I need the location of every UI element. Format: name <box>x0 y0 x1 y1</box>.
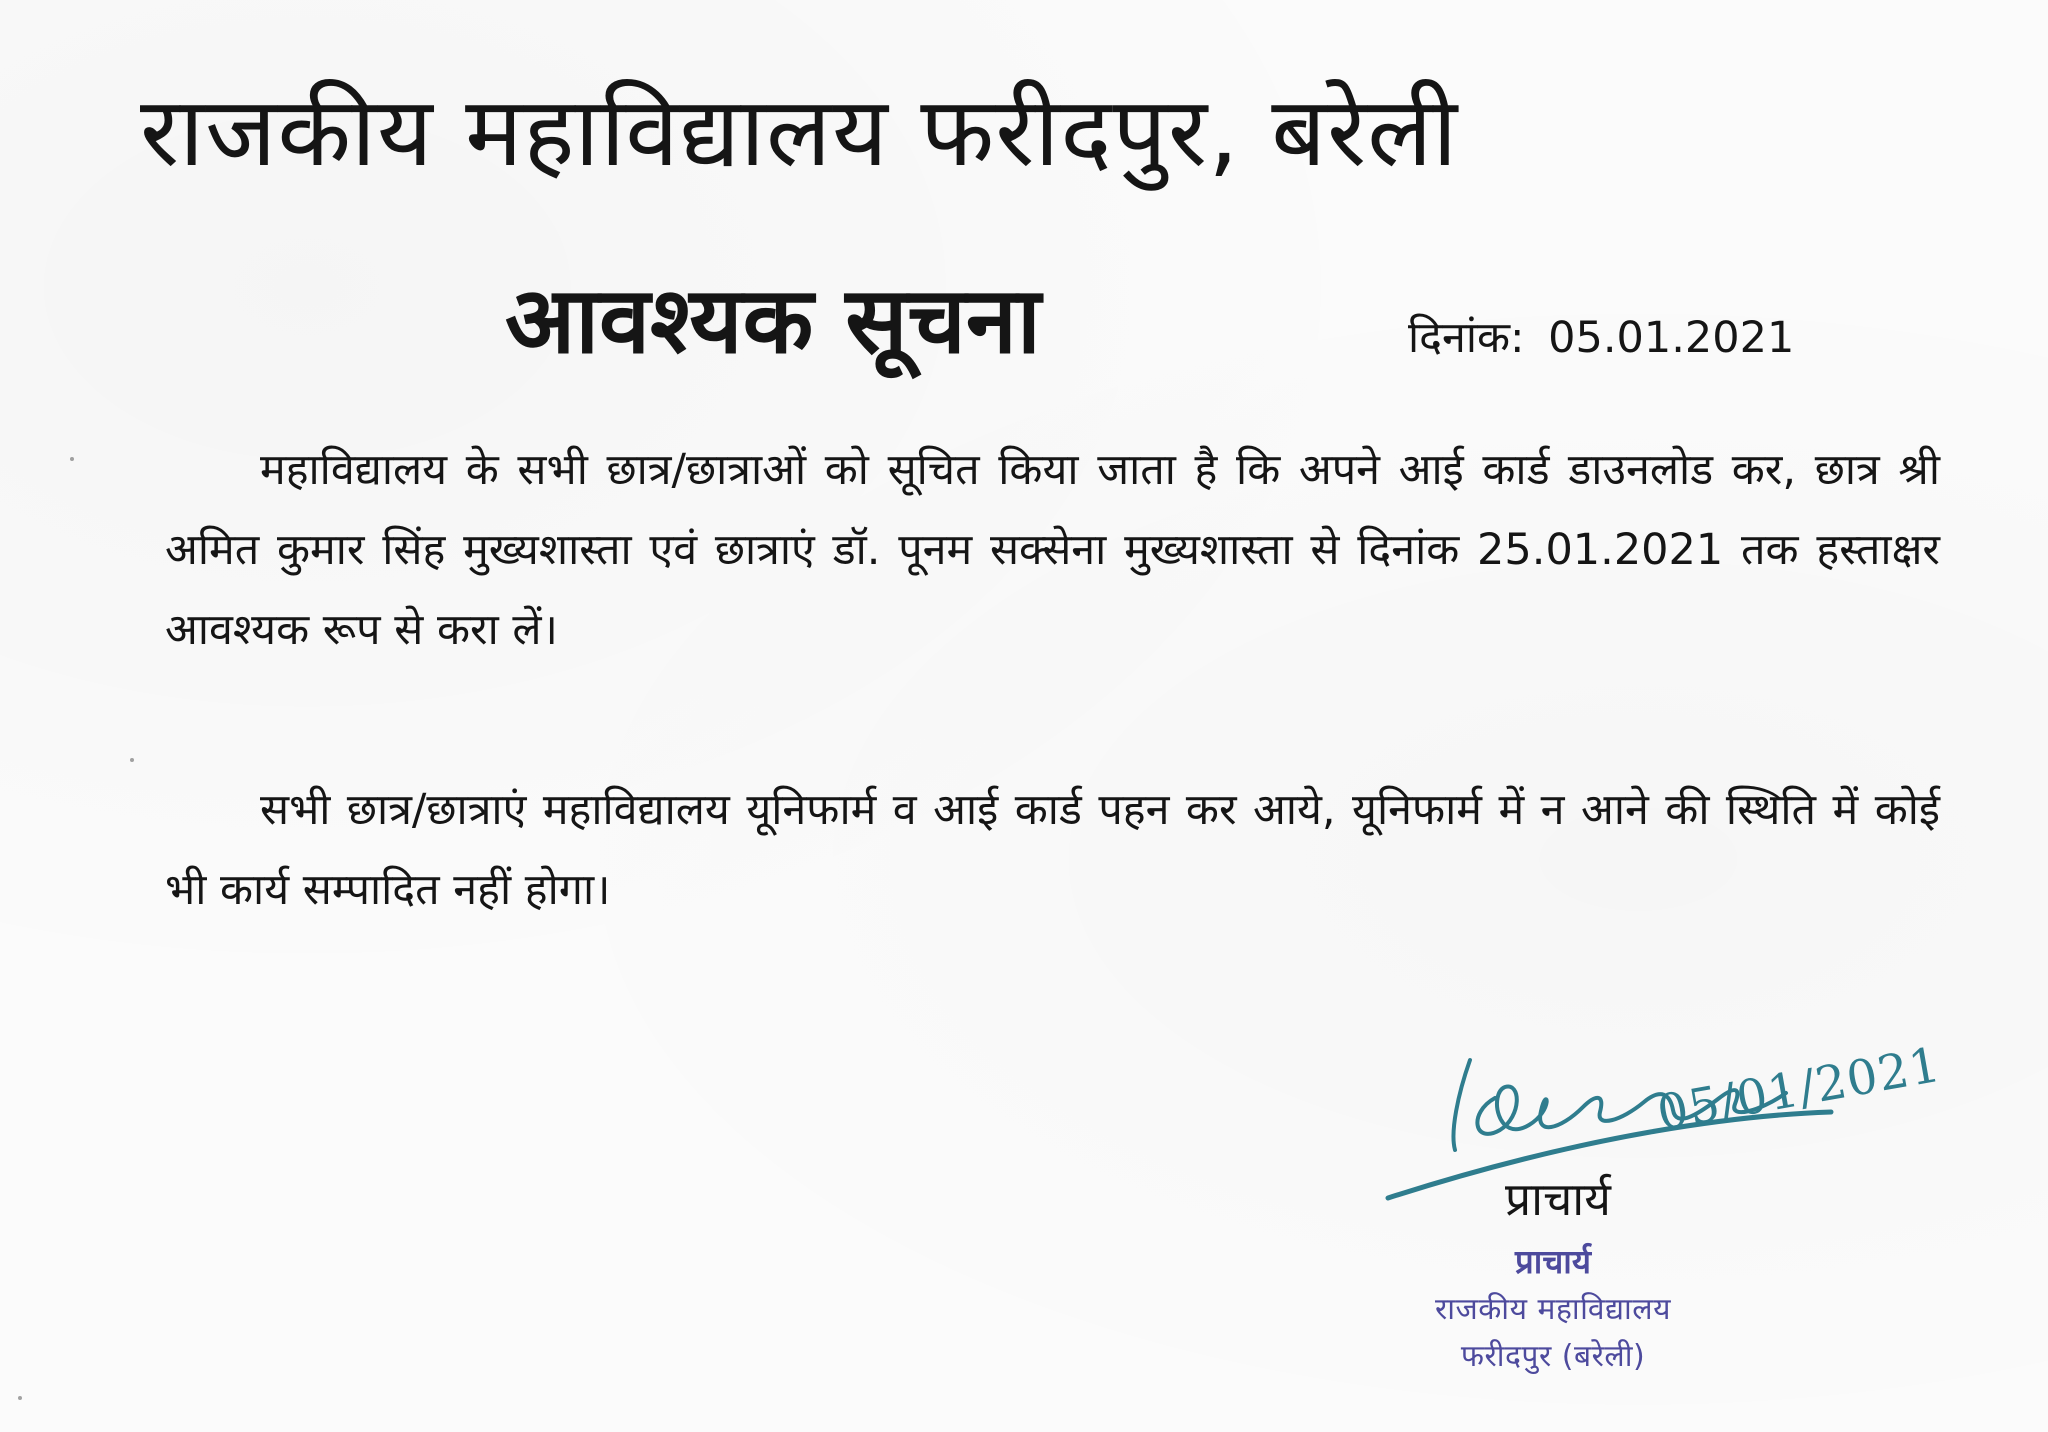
paper-speck-mark <box>70 457 74 461</box>
notice-date <box>1408 310 1828 366</box>
stamp-title: प्राचार्य <box>1515 1242 1591 1281</box>
paper-speck-mark <box>18 1396 22 1400</box>
principal-designation: प्राचार्य <box>1505 1172 1611 1226</box>
notice-title: आवश्यक सूचना <box>505 267 1041 374</box>
date-label: दिनांक: <box>1408 313 1525 363</box>
signature-handwritten-date: 05/01/2021 <box>1653 1036 1946 1142</box>
date-value: 05.01.2021 <box>1548 313 1795 363</box>
stamp-college-name: राजकीय महाविद्यालय <box>1434 1292 1672 1327</box>
notice-paragraph-id-card-signature: महाविद्यालय के सभी छात्र/छात्राओं को सूचित किया जाता है कि अपने आई कार्ड डाउनलोड कर, छात्र श्री अमित कुमार सिंह मुख्यशास्ता एवं छात्राएं डॉ. पूनम सक्सेना मुख्यशास्ता से दिनांक 25.01.2021 तक हस्ताक्षर आवश्यक रूप से करा लें। <box>165 445 1940 655</box>
paper-speck-mark <box>130 758 134 762</box>
principal-office-stamp <box>1388 1238 1718 1380</box>
stamp-location: फरीदपुर (बरेली) <box>1460 1339 1646 1374</box>
notice-paragraph-uniform: सभी छात्र/छात्राएं महाविद्यालय यूनिफार्म व आई कार्ड पहन कर आये, यूनिफार्म में न आने की स्थिति में कोई भी कार्य सम्पादित नहीं होगा। <box>165 785 1940 915</box>
college-header: राजकीय महाविद्यालय फरीदपुर, बरेली <box>140 76 1459 188</box>
